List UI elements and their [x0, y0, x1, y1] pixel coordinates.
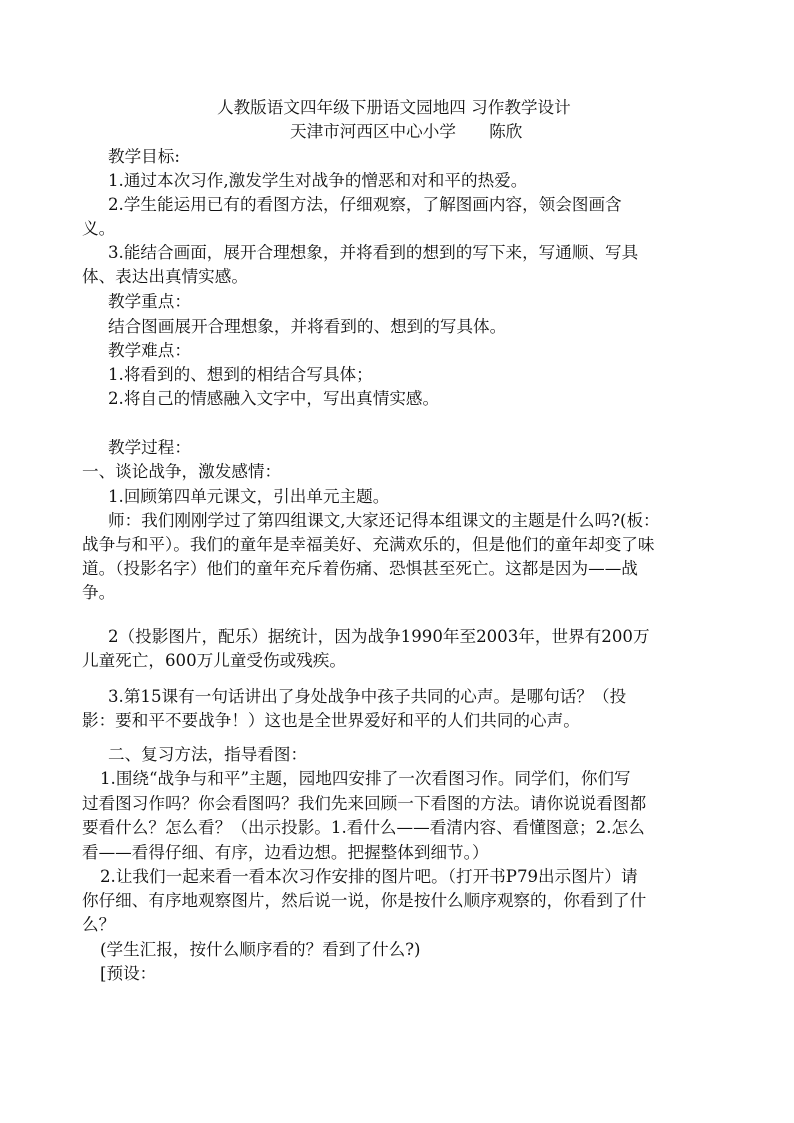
- section-2-heading: 二、复习方法，指导看图：: [108, 745, 308, 764]
- step-2-1-cont-2: 要看什么？怎么看？（出示投影。1.看什么——看清内容、看懂图意；2.怎么: [82, 818, 645, 837]
- teacher-line-1: 师：我们刚刚学过了第四组课文,大家还记得本组课文的主题是什么吗?(板：: [108, 511, 660, 530]
- step-1-2-cont: 儿童死亡，600万儿童受伤或残疾。: [82, 651, 346, 670]
- teacher-line-4: 争。: [82, 583, 116, 602]
- objective-1: 1.通过本次习作,激发学生对战争的憎恶和对和平的热爱。: [108, 171, 528, 190]
- preset-label: [预设：: [100, 964, 157, 983]
- student-report: (学生汇报，按什么顺序看的？看到了什么?): [100, 940, 421, 959]
- author-line: 天津市河西区中心小学 陈欣: [290, 122, 523, 141]
- section-1-heading: 一、谈论战争，激发感情：: [82, 462, 282, 481]
- difficulty-1: 1.将看到的、想到的相结合写具体；: [108, 365, 373, 384]
- document-title: 人教版语文四年级下册语文园地四 习作教学设计: [217, 98, 571, 117]
- objectives-heading: 教学目标:: [108, 147, 180, 166]
- step-2-1-cont-1: 过看图习作吗？你会看图吗？我们先来回顾一下看图的方法。请你说说看图都: [82, 794, 647, 813]
- step-1-3: 3.第15课有一句话讲出了身处战争中孩子共同的心声。是哪句话？（投: [108, 687, 627, 706]
- objective-2-cont: 义。: [82, 219, 116, 238]
- step-2-2: 2.让我们一起来看一看本次习作安排的图片吧。（打开书P79出示图片）请: [100, 867, 638, 886]
- step-2-2-cont-1: 你仔细、有序地观察图片，然后说一说，你是按什么顺序观察的，你看到了什: [82, 891, 647, 910]
- difficulties-heading: 教学难点：: [108, 341, 191, 360]
- step-2-1: 1.围绕“战争与和平”主题，园地四安排了一次看图习作。同学们，你们写: [100, 769, 631, 788]
- teacher-line-3: 道。（投影名字）他们的童年充斥着伤痛、恐惧甚至死亡。这都是因为——战: [82, 559, 638, 578]
- key-point-text: 结合图画展开合理想象，并将看到的、想到的写具体。: [108, 317, 507, 336]
- step-2-1-cont-3: 看——看得仔细、有序，边看边想。把握整体到细节。）: [82, 843, 489, 862]
- step-1-3-cont: 影：要和平不要战争！）这也是全世界爱好和平的人们共同的心声。: [82, 711, 580, 730]
- objective-2: 2.学生能运用已有的看图方法，仔细观察，了解图画内容，领会图画含: [108, 195, 622, 214]
- objective-3: 3.能结合画面，展开合理想象，并将看到的想到的写下来，写通顺、写具: [108, 243, 639, 262]
- process-heading: 教学过程：: [108, 438, 191, 457]
- step-1-1: 1.回顾第四单元课文，引出单元主题。: [108, 487, 390, 506]
- key-points-heading: 教学重点：: [108, 292, 191, 311]
- step-2-2-cont-2: 么？: [82, 915, 116, 934]
- teacher-line-2: 战争与和平）。我们的童年是幸福美好、充满欢乐的，但是他们的童年却变了味: [82, 535, 655, 554]
- objective-3-cont: 体、表达出真情实感。: [82, 267, 248, 286]
- step-1-2: 2（投影图片，配乐）据统计，因为战争1990年至2003年，世界有200万: [108, 627, 650, 646]
- difficulty-2: 2.将自己的情感融入文字中，写出真情实感。: [108, 389, 440, 408]
